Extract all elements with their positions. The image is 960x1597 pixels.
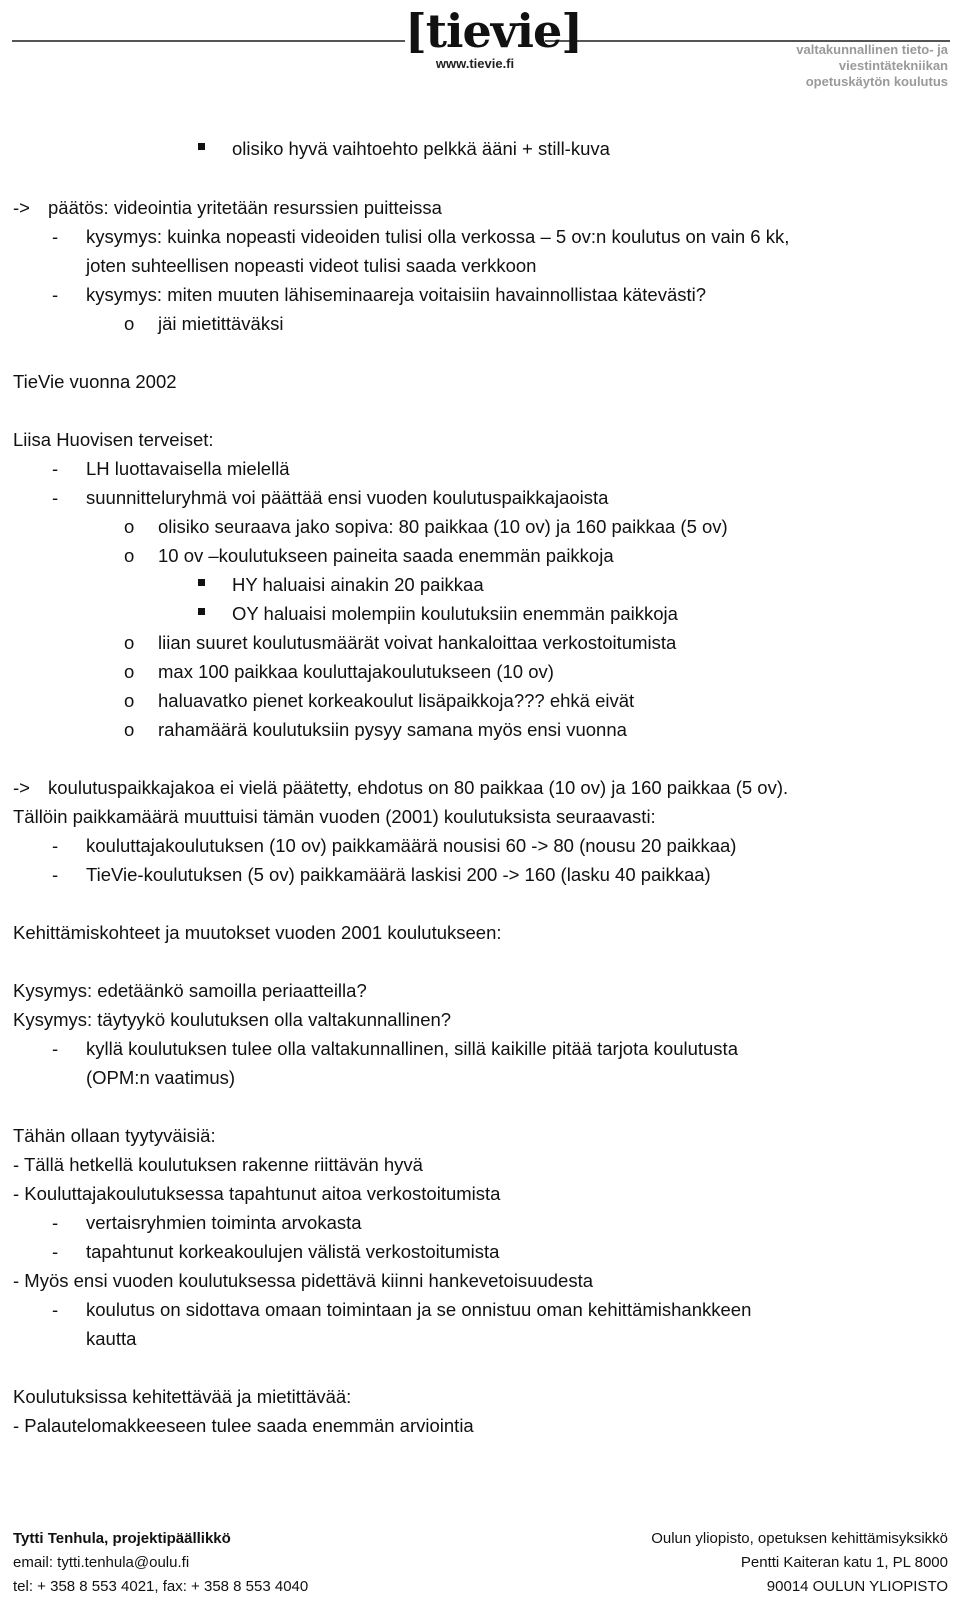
footer-phone: tel: + 358 8 553 4021, fax: + 358 8 553 4040	[13, 1578, 309, 1595]
text-line: kysymys: kuinka nopeasti videoiden tulisi olla verkossa – 5 ov:n koulutus on vain 6 kk,	[86, 226, 790, 247]
text-line: jäi mietittäväksi	[158, 313, 284, 334]
dash-marker: -	[52, 1241, 59, 1262]
text-line: koulutuspaikkajakoa ei vielä päätetty, ehdotus on 80 paikkaa (10 ov) ja 160 paikkaa (5 ov).	[48, 777, 789, 798]
text-line: kysymys: miten muuten lähiseminaareja voitaisiin havainnollistaa kätevästi?	[86, 284, 707, 305]
tagline-line-1: valtakunnallinen tieto- ja	[796, 42, 948, 57]
tagline-line-3: opetuskäytön koulutus	[805, 74, 948, 89]
section-heading: Kehittämiskohteet ja muutokset vuoden 2001 koulutukseen:	[13, 922, 502, 943]
square-bullet-icon	[198, 143, 205, 150]
dash-marker: -	[52, 1212, 59, 1233]
arrow-marker: ->	[13, 197, 30, 218]
circle-marker: o	[124, 516, 135, 537]
text-line: Kysymys: täytyykö koulutuksen olla valtakunnallinen?	[13, 1009, 452, 1030]
text-line: haluavatko pienet korkeakoulut lisäpaikkoja??? ehkä eivät	[158, 690, 635, 711]
text-line: olisiko seuraava jako sopiva: 80 paikkaa (10 ov) ja 160 paikkaa (5 ov)	[158, 516, 728, 537]
text-line: LH luottavaisella mielellä	[86, 458, 290, 479]
circle-marker: o	[124, 545, 135, 566]
text-line: Kysymys: edetäänkö samoilla periaatteilla?	[13, 980, 367, 1001]
tagline-line-2: viestintätekniikan	[838, 58, 948, 73]
text-line: suunnitteluryhmä voi päättää ensi vuoden koulutuspaikkajaoista	[86, 487, 609, 508]
section-heading: Koulutuksissa kehitettävää ja mietittävää:	[13, 1386, 352, 1407]
dash-marker: -	[52, 458, 59, 479]
dash-marker: -	[52, 284, 59, 305]
footer-email: email: tytti.tenhula@oulu.fi	[13, 1554, 190, 1571]
tievie-logo	[405, 2, 582, 84]
text-line: rahamäärä koulutuksiin pysyy samana myös ensi vuonna	[158, 719, 627, 740]
circle-marker: o	[124, 313, 135, 334]
footer-name: Tytti Tenhula, projektipäällikkö	[13, 1530, 231, 1547]
dash-marker: -	[52, 864, 59, 885]
text-line: HY haluaisi ainakin 20 paikkaa	[232, 574, 484, 595]
dash-marker: -	[52, 1038, 59, 1059]
text-line: joten suhteellisen nopeasti videot tulisi saada verkkoon	[86, 255, 537, 276]
dash-marker: -	[52, 226, 59, 247]
footer-org: Oulun yliopisto, opetuksen kehittämisyksikkö	[651, 1530, 948, 1547]
footer-street: Pentti Kaiteran katu 1, PL 8000	[740, 1554, 948, 1571]
circle-marker: o	[124, 690, 135, 711]
text-line: päätös: videointia yritetään resurssien puitteissa	[48, 197, 442, 218]
arrow-marker: ->	[13, 777, 30, 798]
section-heading: Liisa Huovisen terveiset:	[13, 429, 214, 450]
square-bullet-icon	[198, 608, 205, 615]
section-heading: Tähän ollaan tyytyväisiä:	[13, 1125, 216, 1146]
text-line: - Myös ensi vuoden koulutuksessa pidettävä kiinni hankevetoisuudesta	[13, 1270, 594, 1291]
logo-url: www.tievie.fi	[435, 56, 515, 71]
text-line: OY haluaisi molempiin koulutuksiin enemmän paikkoja	[232, 603, 678, 624]
text-line: kautta	[86, 1328, 137, 1349]
dash-marker: -	[52, 487, 59, 508]
dash-marker: -	[52, 1299, 59, 1320]
logo-text: [tievie]	[405, 4, 582, 58]
text-line: TieVie-koulutuksen (5 ov) paikkamäärä laskisi 200 -> 160 (lasku 40 paikkaa)	[86, 864, 711, 885]
text-line: Tällöin paikkamäärä muuttuisi tämän vuoden (2001) koulutuksista seuraavasti:	[13, 806, 656, 827]
circle-marker: o	[124, 719, 135, 740]
text-line: olisiko hyvä vaihtoehto pelkkä ääni + still-kuva	[232, 138, 610, 159]
square-bullet-icon	[198, 579, 205, 586]
circle-marker: o	[124, 632, 135, 653]
text-line: 10 ov –koulutukseen paineita saada enemmän paikkoja	[158, 545, 614, 566]
text-line: vertaisryhmien toiminta arvokasta	[86, 1212, 362, 1233]
section-heading: TieVie vuonna 2002	[13, 371, 177, 392]
text-line: koulutus on sidottava omaan toimintaan ja se onnistuu oman kehittämishankkeen	[86, 1299, 752, 1320]
text-line: kyllä koulutuksen tulee olla valtakunnallinen, sillä kaikille pitää tarjota koulutusta	[86, 1038, 738, 1059]
circle-marker: o	[124, 661, 135, 682]
text-line: - Palautelomakkeeseen tulee saada enemmän arviointia	[13, 1415, 474, 1436]
text-line: kouluttajakoulutuksen (10 ov) paikkamäärä nousisi 60 -> 80 (nousu 20 paikkaa)	[86, 835, 737, 856]
text-line: liian suuret koulutusmäärät voivat hankaloittaa verkostoitumista	[158, 632, 677, 653]
header-tagline	[718, 42, 948, 90]
text-line: tapahtunut korkeakoulujen välistä verkostoitumista	[86, 1241, 500, 1262]
dash-marker: -	[52, 835, 59, 856]
footer-city: 90014 OULUN YLIOPISTO	[766, 1578, 948, 1595]
text-line: - Kouluttajakoulutuksessa tapahtunut aitoa verkostoitumista	[13, 1183, 501, 1204]
text-line: max 100 paikkaa kouluttajakoulutukseen (10 ov)	[158, 661, 554, 682]
text-line: - Tällä hetkellä koulutuksen rakenne riittävän hyvä	[13, 1154, 423, 1175]
text-line: (OPM:n vaatimus)	[86, 1067, 236, 1088]
